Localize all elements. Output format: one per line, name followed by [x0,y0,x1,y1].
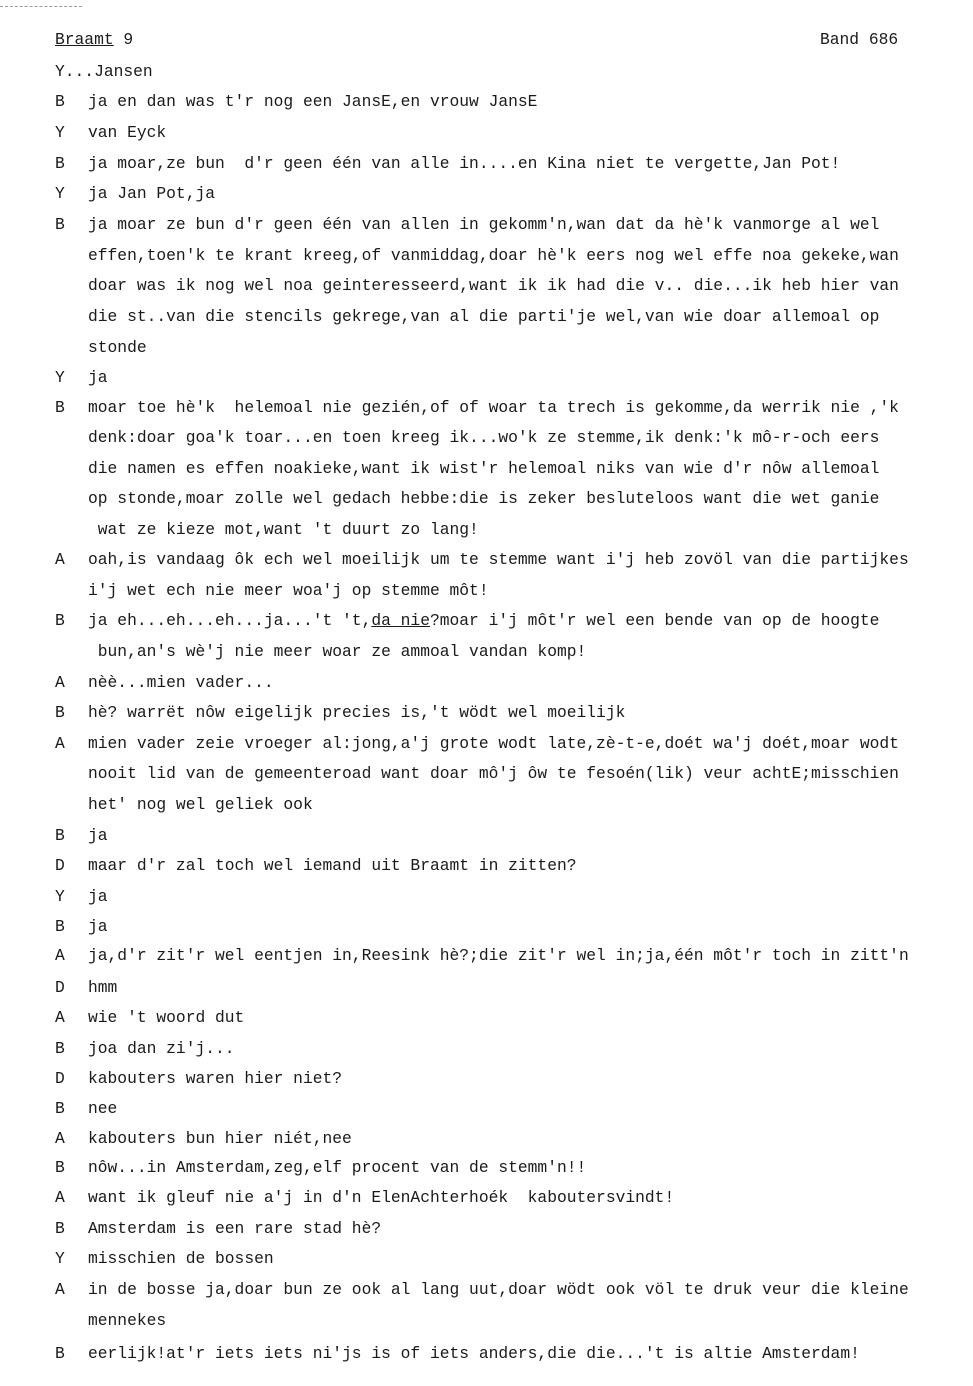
utterance-text: effen,toen'k te krant kreeg,of vanmiddag,doar hè'k eers nog wel effe noa gekeke,wan [88,246,899,265]
utterance-text: in de bosse ja,doar bun ze ook al lang uut,doar wödt ook völ te druk veur die kleine [88,1280,909,1299]
utterance-text: doar was ik nog wel noa geinteresseerd,want ik ik had die v.. die...ik heb hier van [88,276,899,295]
speaker-label: A [55,1280,65,1299]
speaker-label: Y [55,368,65,387]
utterance-text: bun,an's wè'j nie meer woar ze ammoal vandan komp! [88,642,587,661]
utterance-text: stonde [88,338,147,357]
utterance-text: oah,is vandaag ôk ech wel moeilijk um te stemme want i'j heb zovöl van die partijkes [88,550,909,569]
speaker-label: B [55,826,65,845]
page-header [55,30,133,49]
header-band: Band 686 [820,30,899,49]
speaker-label: B [55,1158,65,1177]
speaker-label: B [55,92,65,111]
speaker-label: B [55,1219,65,1238]
speaker-label: A [55,734,65,753]
utterance-text: moar toe hè'k helemoal nie gezién,of of woar ta trech is gekomme,da werrik nie ,'k [88,398,899,417]
utterance-text: Amsterdam is een rare stad hè? [88,1219,382,1238]
speaker-label: B [55,1039,65,1058]
speaker-label: A [55,1008,65,1027]
speaker-label: B [55,154,65,173]
speaker-label: B [55,917,65,936]
utterance-text: maar d'r zal toch wel iemand uit Braamt in zitten? [88,856,577,875]
utterance-text: wie 't woord dut [88,1008,245,1027]
utterance-text: want ik gleuf nie a'j in d'n ElenAchterhoék kaboutersvindt! [88,1188,675,1207]
utterance-text: het' nog wel geliek ook [88,795,313,814]
utterance-text: van Eyck [88,123,167,142]
utterance-text: nooit lid van de gemeenteroad want doar mô'j ôw te fesoén(lik) veur achtE;misschien [88,764,899,783]
underlined-phrase: da nie [371,611,430,630]
utterance-text: ja moar,ze bun d'r geen één van alle in....en Kina niet te vergette,Jan Pot! [88,154,841,173]
utterance-text: mennekes [88,1311,167,1330]
utterance-text: ja moar ze bun d'r geen één van allen in gekomm'n,wan dat da hè'k vanmorge al wel [88,215,880,234]
utterance-text: ja [88,917,108,936]
header-page-number: 9 [123,30,134,49]
utterance-text: misschien de bossen [88,1249,274,1268]
utterance-text: ja en dan was t'r nog een JansE,en vrouw JansE [88,92,538,111]
utterance-text: eerlijk!at'r iets iets ni'js is of iets anders,die die...'t is altie Amsterdam! [88,1344,860,1363]
speaker-label: B [55,611,65,630]
speaker-label: B [55,215,65,234]
utterance-text: ja [88,368,108,387]
utterance-text: hè? warrët nôw eigelijk precies is,'t wödt wel moeilijk [88,703,626,722]
utterance-text: nôw...in Amsterdam,zeg,elf procent van de stemm'n!! [88,1158,587,1177]
speaker-label: Y [55,184,65,203]
speaker-label: B [55,398,65,417]
speaker-label: A [55,1129,65,1148]
utterance-text: die st..van die stencils gekrege,van al die parti'je wel,van wie doar allemoal op [88,307,880,326]
utterance-text: i'j wet ech nie meer woa'j op stemme môt! [88,581,489,600]
header-place: Braamt [55,30,114,49]
utterance-text: nee [88,1099,118,1118]
speaker-label: B [55,703,65,722]
speaker-label: A [55,550,65,569]
speaker-label: D [55,1069,65,1088]
utterance-text: ja Jan Pot,ja [88,184,216,203]
speaker-label: A [55,673,65,692]
utterance-text: ja,d'r zit'r wel eentjen in,Reesink hè?;die zit'r wel in;ja,één môt'r toch in zitt'n [88,946,909,965]
speaker-label: D [55,856,65,875]
top-dashed-mark [0,6,82,7]
speaker-label: A [55,1188,65,1207]
utterance-text: kabouters bun hier niét,nee [88,1129,352,1148]
utterance-text: wat ze kieze mot,want 't duurt zo lang! [88,520,479,539]
utterance-text: ja [88,887,108,906]
speaker-label: Y [55,887,65,906]
utterance-text: mien vader zeie vroeger al:jong,a'j grote wodt late,zè-t-e,doét wa'j doét,moar wodt [88,734,899,753]
speaker-label: B [55,1099,65,1118]
speaker-label: A [55,946,65,965]
utterance-text: die namen es effen noakieke,want ik wist'r helemoal niks van wie d'r nôw allemoal [88,459,880,478]
utterance-text: denk:doar goa'k toar...en toen kreeg ik...wo'k ze stemme,ik denk:'k mô-r-och eers [88,428,880,447]
speaker-label: B [55,1344,65,1363]
utterance-text: Y...Jansen [55,62,153,81]
speaker-label: Y [55,1249,65,1268]
utterance-text: ja eh...eh...eh...ja...'t 't,da nie?moar i'j môt'r wel een bende van op de hoogte [88,611,880,630]
speaker-label: Y [55,123,65,142]
utterance-text: ja [88,826,108,845]
utterance-text: kabouters waren hier niet? [88,1069,343,1088]
utterance-text: op stonde,moar zolle wel gedach hebbe:die is zeker besluteloos want die wet ganie [88,489,880,508]
utterance-text: hmm [88,978,118,997]
utterance-text: joa dan zi'j... [88,1039,235,1058]
utterance-text: nèè...mien vader... [88,673,274,692]
speaker-label: D [55,978,65,997]
